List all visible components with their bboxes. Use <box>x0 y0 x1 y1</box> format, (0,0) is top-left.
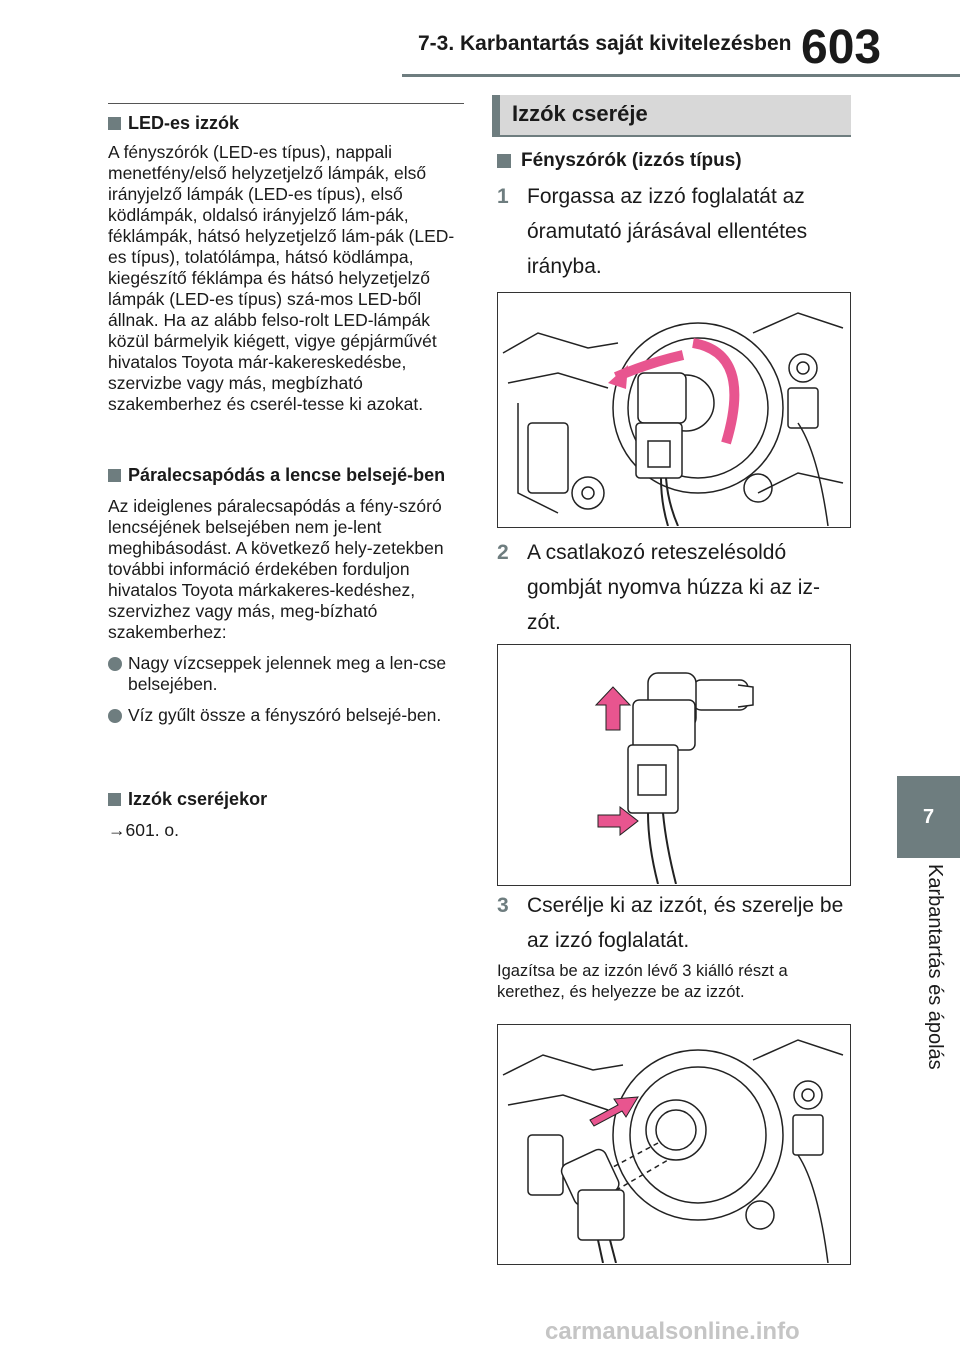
condensation-section <box>108 464 466 726</box>
step-text: A csatlakozó reteszelésoldó gombját nyomva húzza ki az iz-zót. <box>527 541 820 634</box>
round-bullet-icon <box>108 709 122 723</box>
led-text: A fényszórók (LED-es típus), nappali menetfény/első helyzetjelző lámpák, első irányjelző lámpák (LED-es típus), első ködlámpák, oldalsó irányjelző lám-pák, féklámpák, hátsó helyzetjelző lám-pák (LED-es típus), tolatólámpa, hátsó ködlámpa, kiegészítő féklámpa és hátsó helyzetjelző lámpák (LED-es típus) szá-mos LED-ből állnak. Ha az alább felso-rolt LED-lámpák közül bármelyik kiégett, vigye gépjárművét hivatalos Toyota már-kakereskedésbe, szervizbe vagy más, megbízható szakemberhez és cserél-tesse ki azokat. <box>108 142 455 414</box>
step-3 <box>497 888 847 958</box>
step-number: 1 <box>497 185 509 208</box>
square-bullet-icon <box>108 793 121 806</box>
chapter-side-label <box>900 864 956 1204</box>
page-reference-link[interactable]: →601. o. <box>108 820 180 840</box>
step-text: Cserélje ki az izzót, és szerelje be az izzó foglalatát. <box>527 894 844 952</box>
list-item: Nagy vízcseppek jelennek meg a len-cse belsejében. <box>108 653 466 695</box>
led-section <box>108 112 466 415</box>
step-text: Forgassa az izzó foglalatát az óramutató járásával ellentétes irányba. <box>527 185 808 278</box>
square-bullet-icon <box>108 117 121 130</box>
condensation-heading: Páralecsapódás a lencse belsejé-ben <box>108 464 466 486</box>
replace-section <box>108 788 466 841</box>
figure-install-bulb <box>497 1024 851 1265</box>
led-heading: LED-es izzók <box>108 112 466 134</box>
section-banner: Izzók cseréje <box>492 95 851 137</box>
page-number: 603 <box>801 21 882 74</box>
chapter-title: Karbantartás és ápolás <box>924 864 946 1070</box>
round-bullet-icon <box>108 657 122 671</box>
replace-heading: Izzók cseréjekor <box>108 788 466 810</box>
left-column-rule <box>108 103 464 104</box>
square-bullet-icon <box>108 469 121 482</box>
chapter-tab[interactable]: 7 <box>897 776 960 858</box>
header-rule <box>402 74 960 77</box>
figure-unplug-bulb <box>497 644 851 886</box>
step-3-note: Igazítsa be az izzón lévő 3 kiálló részt a kerethez, és helyezze be az izzót. <box>497 962 788 1001</box>
section-title: 7-3. Karbantartás saját kivitelezésben <box>418 32 792 55</box>
watermark: carmanualsonline.info <box>545 1318 800 1345</box>
step-2 <box>497 535 847 640</box>
list-item: Víz gyűlt össze a fényszóró belsejé-ben. <box>108 705 466 726</box>
step-number: 2 <box>497 541 509 564</box>
condensation-text: Az ideiglenes páralecsapódás a fény-szóró lencséjének belsejében nem je-lent meghibásodást. A következő hely-zetekben további információ érdekében forduljon hivatalos Toyota márkakeres-kedéshez, szervizhez vagy más, meg-bízható szakemberhez: <box>108 496 444 642</box>
step-number: 3 <box>497 894 509 917</box>
figure-rotate-socket <box>497 292 851 528</box>
square-bullet-icon <box>497 154 511 168</box>
headlight-subheading: Fényszórók (izzós típus) <box>497 150 742 172</box>
step-1 <box>497 179 847 284</box>
